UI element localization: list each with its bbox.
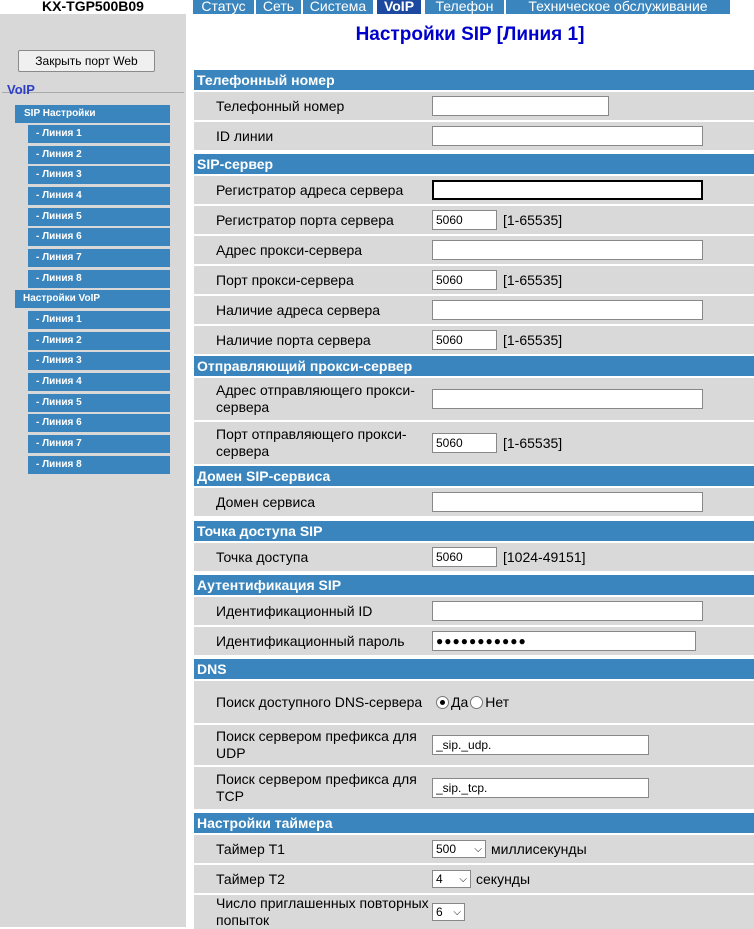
- row-line-id: [194, 122, 754, 150]
- sidebar-voip-line-7[interactable]: - Линия 7: [28, 435, 170, 453]
- dns-srv-yes-label: Да: [451, 694, 469, 710]
- row-presence-address: [194, 296, 754, 324]
- tab-network[interactable]: Сеть: [256, 0, 301, 14]
- outbound-address-input[interactable]: [432, 389, 703, 409]
- timer-t2-select[interactable]: [432, 870, 471, 888]
- sidebar-voip-line-5[interactable]: - Линия 5: [28, 394, 170, 412]
- sidebar-sip-line-2[interactable]: - Линия 2: [28, 146, 170, 164]
- row-service-domain: [194, 488, 754, 516]
- auth-id-label: Идентификационный ID: [216, 602, 373, 619]
- registrar-address-input[interactable]: [432, 180, 703, 200]
- timer-t2-unit: секунды: [476, 871, 531, 887]
- invite-retries-value: 6: [436, 905, 443, 919]
- auth-password-input[interactable]: [432, 631, 696, 651]
- tab-voip[interactable]: VoIP: [377, 0, 421, 14]
- row-auth-id: [194, 597, 754, 625]
- timer-t1-value: 500: [436, 842, 457, 856]
- auth-password-label: Идентификационный пароль: [216, 632, 405, 649]
- access-point-input[interactable]: [432, 547, 497, 567]
- section-timer-settings: Настройки таймера: [194, 813, 754, 833]
- sidebar-sip-line-1[interactable]: - Линия 1: [28, 125, 170, 143]
- sidebar-section-title: VoIP: [7, 82, 35, 97]
- service-domain-input[interactable]: [432, 492, 703, 512]
- sidebar-sip-line-5[interactable]: - Линия 5: [28, 208, 170, 226]
- sidebar-voip-line-1[interactable]: - Линия 1: [28, 311, 170, 329]
- outbound-port-label: Порт отправляющего прокси-сервера: [216, 426, 407, 459]
- row-timer-t1: [194, 835, 754, 863]
- line-id-label: ID линии: [216, 127, 274, 144]
- section-phone-number: Телефонный номер: [194, 70, 754, 90]
- row-registrar-address: [194, 176, 754, 204]
- phone-number-label: Телефонный номер: [216, 97, 345, 114]
- registrar-port-range: [1-65535]: [503, 212, 563, 228]
- section-outbound-proxy: Отправляющий прокси-сервер: [194, 356, 754, 376]
- proxy-address-input[interactable]: [432, 240, 703, 260]
- row-outbound-address: [194, 378, 754, 420]
- presence-port-input[interactable]: [432, 330, 497, 350]
- row-access-point: [194, 543, 754, 571]
- row-presence-port: [194, 326, 754, 354]
- tab-telephone[interactable]: Телефон: [425, 0, 504, 14]
- section-sip-access-point: Точка доступа SIP: [194, 521, 754, 541]
- invite-retries-select[interactable]: [432, 903, 465, 921]
- service-domain-label: Домен сервиса: [216, 493, 316, 510]
- close-web-port-button[interactable]: Закрыть порт Web: [18, 50, 155, 72]
- auth-id-input[interactable]: [432, 601, 703, 621]
- line-id-input[interactable]: [432, 126, 703, 146]
- model-name: KX-TGP500B09: [42, 0, 144, 14]
- row-srv-udp: [194, 725, 754, 765]
- section-dns: DNS: [194, 659, 754, 679]
- section-sip-domain: Домен SIP-сервиса: [194, 466, 754, 486]
- timer-t1-label: Таймер T1: [216, 840, 285, 857]
- presence-port-label: Наличие порта сервера: [216, 331, 371, 348]
- presence-address-label: Наличие адреса сервера: [216, 301, 381, 318]
- dns-srv-yes-radio[interactable]: [436, 696, 449, 709]
- presence-address-input[interactable]: [432, 300, 703, 320]
- tab-maintenance[interactable]: Техническое обслуживание: [506, 0, 730, 14]
- row-proxy-port: [194, 266, 754, 294]
- registrar-port-label: Регистратор порта сервера: [216, 211, 394, 228]
- row-invite-retries: [194, 895, 754, 929]
- row-registrar-port: [194, 206, 754, 234]
- sidebar-voip-line-2[interactable]: - Линия 2: [28, 332, 170, 350]
- chevron-down-icon: ⌵: [453, 906, 461, 918]
- phone-number-input[interactable]: [432, 96, 609, 116]
- sidebar-sip-line-6[interactable]: - Линия 6: [28, 228, 170, 246]
- sidebar-voip-line-8[interactable]: - Линия 8: [28, 456, 170, 474]
- sidebar-voip-line-4[interactable]: - Линия 4: [28, 373, 170, 391]
- srv-udp-label: Поиск сервером префикса для UDP: [216, 728, 417, 761]
- timer-t2-value: 4: [436, 872, 443, 886]
- row-proxy-address: [194, 236, 754, 264]
- main-content: [186, 14, 754, 927]
- registrar-port-input[interactable]: [432, 210, 497, 230]
- timer-t1-select[interactable]: [432, 840, 486, 858]
- srv-udp-input[interactable]: [432, 735, 649, 755]
- outbound-port-input[interactable]: [432, 433, 497, 453]
- invite-retries-label: Число приглашенных повторных попыток: [216, 895, 429, 928]
- proxy-port-input[interactable]: [432, 270, 497, 290]
- srv-tcp-label: Поиск сервером префикса для TCP: [216, 771, 417, 804]
- chevron-down-icon: ⌵: [459, 873, 467, 885]
- presence-port-range: [1-65535]: [503, 332, 563, 348]
- sidebar-voip-line-3[interactable]: - Линия 3: [28, 352, 170, 370]
- timer-t2-label: Таймер T2: [216, 870, 285, 887]
- tab-status[interactable]: Статус: [193, 0, 254, 14]
- registrar-address-label: Регистратор адреса сервера: [216, 181, 404, 198]
- dns-srv-no-label: Нет: [485, 694, 510, 710]
- sidebar-sip-line-4[interactable]: - Линия 4: [28, 187, 170, 205]
- sidebar-group-sip-settings[interactable]: SIP Настройки: [15, 105, 170, 123]
- proxy-port-label: Порт прокси-сервера: [216, 271, 354, 288]
- top-navigation-bar: [0, 0, 754, 14]
- sidebar: [0, 14, 186, 927]
- outbound-port-range: [1-65535]: [503, 435, 563, 451]
- dns-srv-label: Поиск доступного DNS-сервера: [216, 693, 423, 710]
- row-timer-t2: [194, 865, 754, 893]
- access-point-label: Точка доступа: [216, 548, 309, 565]
- row-phone-number: [194, 92, 754, 120]
- proxy-port-range: [1-65535]: [503, 272, 563, 288]
- sidebar-sip-line-7[interactable]: - Линия 7: [28, 249, 170, 267]
- outbound-address-label: Адрес отправляющего прокси-сервера: [216, 382, 415, 415]
- row-outbound-port: [194, 422, 754, 464]
- row-srv-tcp: [194, 767, 754, 809]
- srv-tcp-input[interactable]: [432, 778, 649, 798]
- tab-system[interactable]: Система: [303, 0, 373, 14]
- row-dns-srv: [194, 681, 754, 723]
- row-auth-password: [194, 627, 754, 655]
- access-point-range: [1024-49151]: [503, 549, 586, 565]
- section-sip-authentication: Аутентификация SIP: [194, 575, 754, 595]
- sidebar-group-voip-settings[interactable]: Настройки VoIP: [15, 290, 170, 308]
- sidebar-sip-line-3[interactable]: - Линия 3: [28, 166, 170, 184]
- proxy-address-label: Адрес прокси-сервера: [216, 241, 363, 258]
- section-sip-server: SIP-сервер: [194, 154, 754, 174]
- timer-t1-unit: миллисекунды: [491, 841, 587, 857]
- page-title: Настройки SIP [Линия 1]: [355, 24, 585, 45]
- dns-srv-no-radio[interactable]: [470, 696, 483, 709]
- chevron-down-icon: ⌵: [474, 843, 482, 855]
- sidebar-sip-line-8[interactable]: - Линия 8: [28, 270, 170, 288]
- sidebar-voip-line-6[interactable]: - Линия 6: [28, 414, 170, 432]
